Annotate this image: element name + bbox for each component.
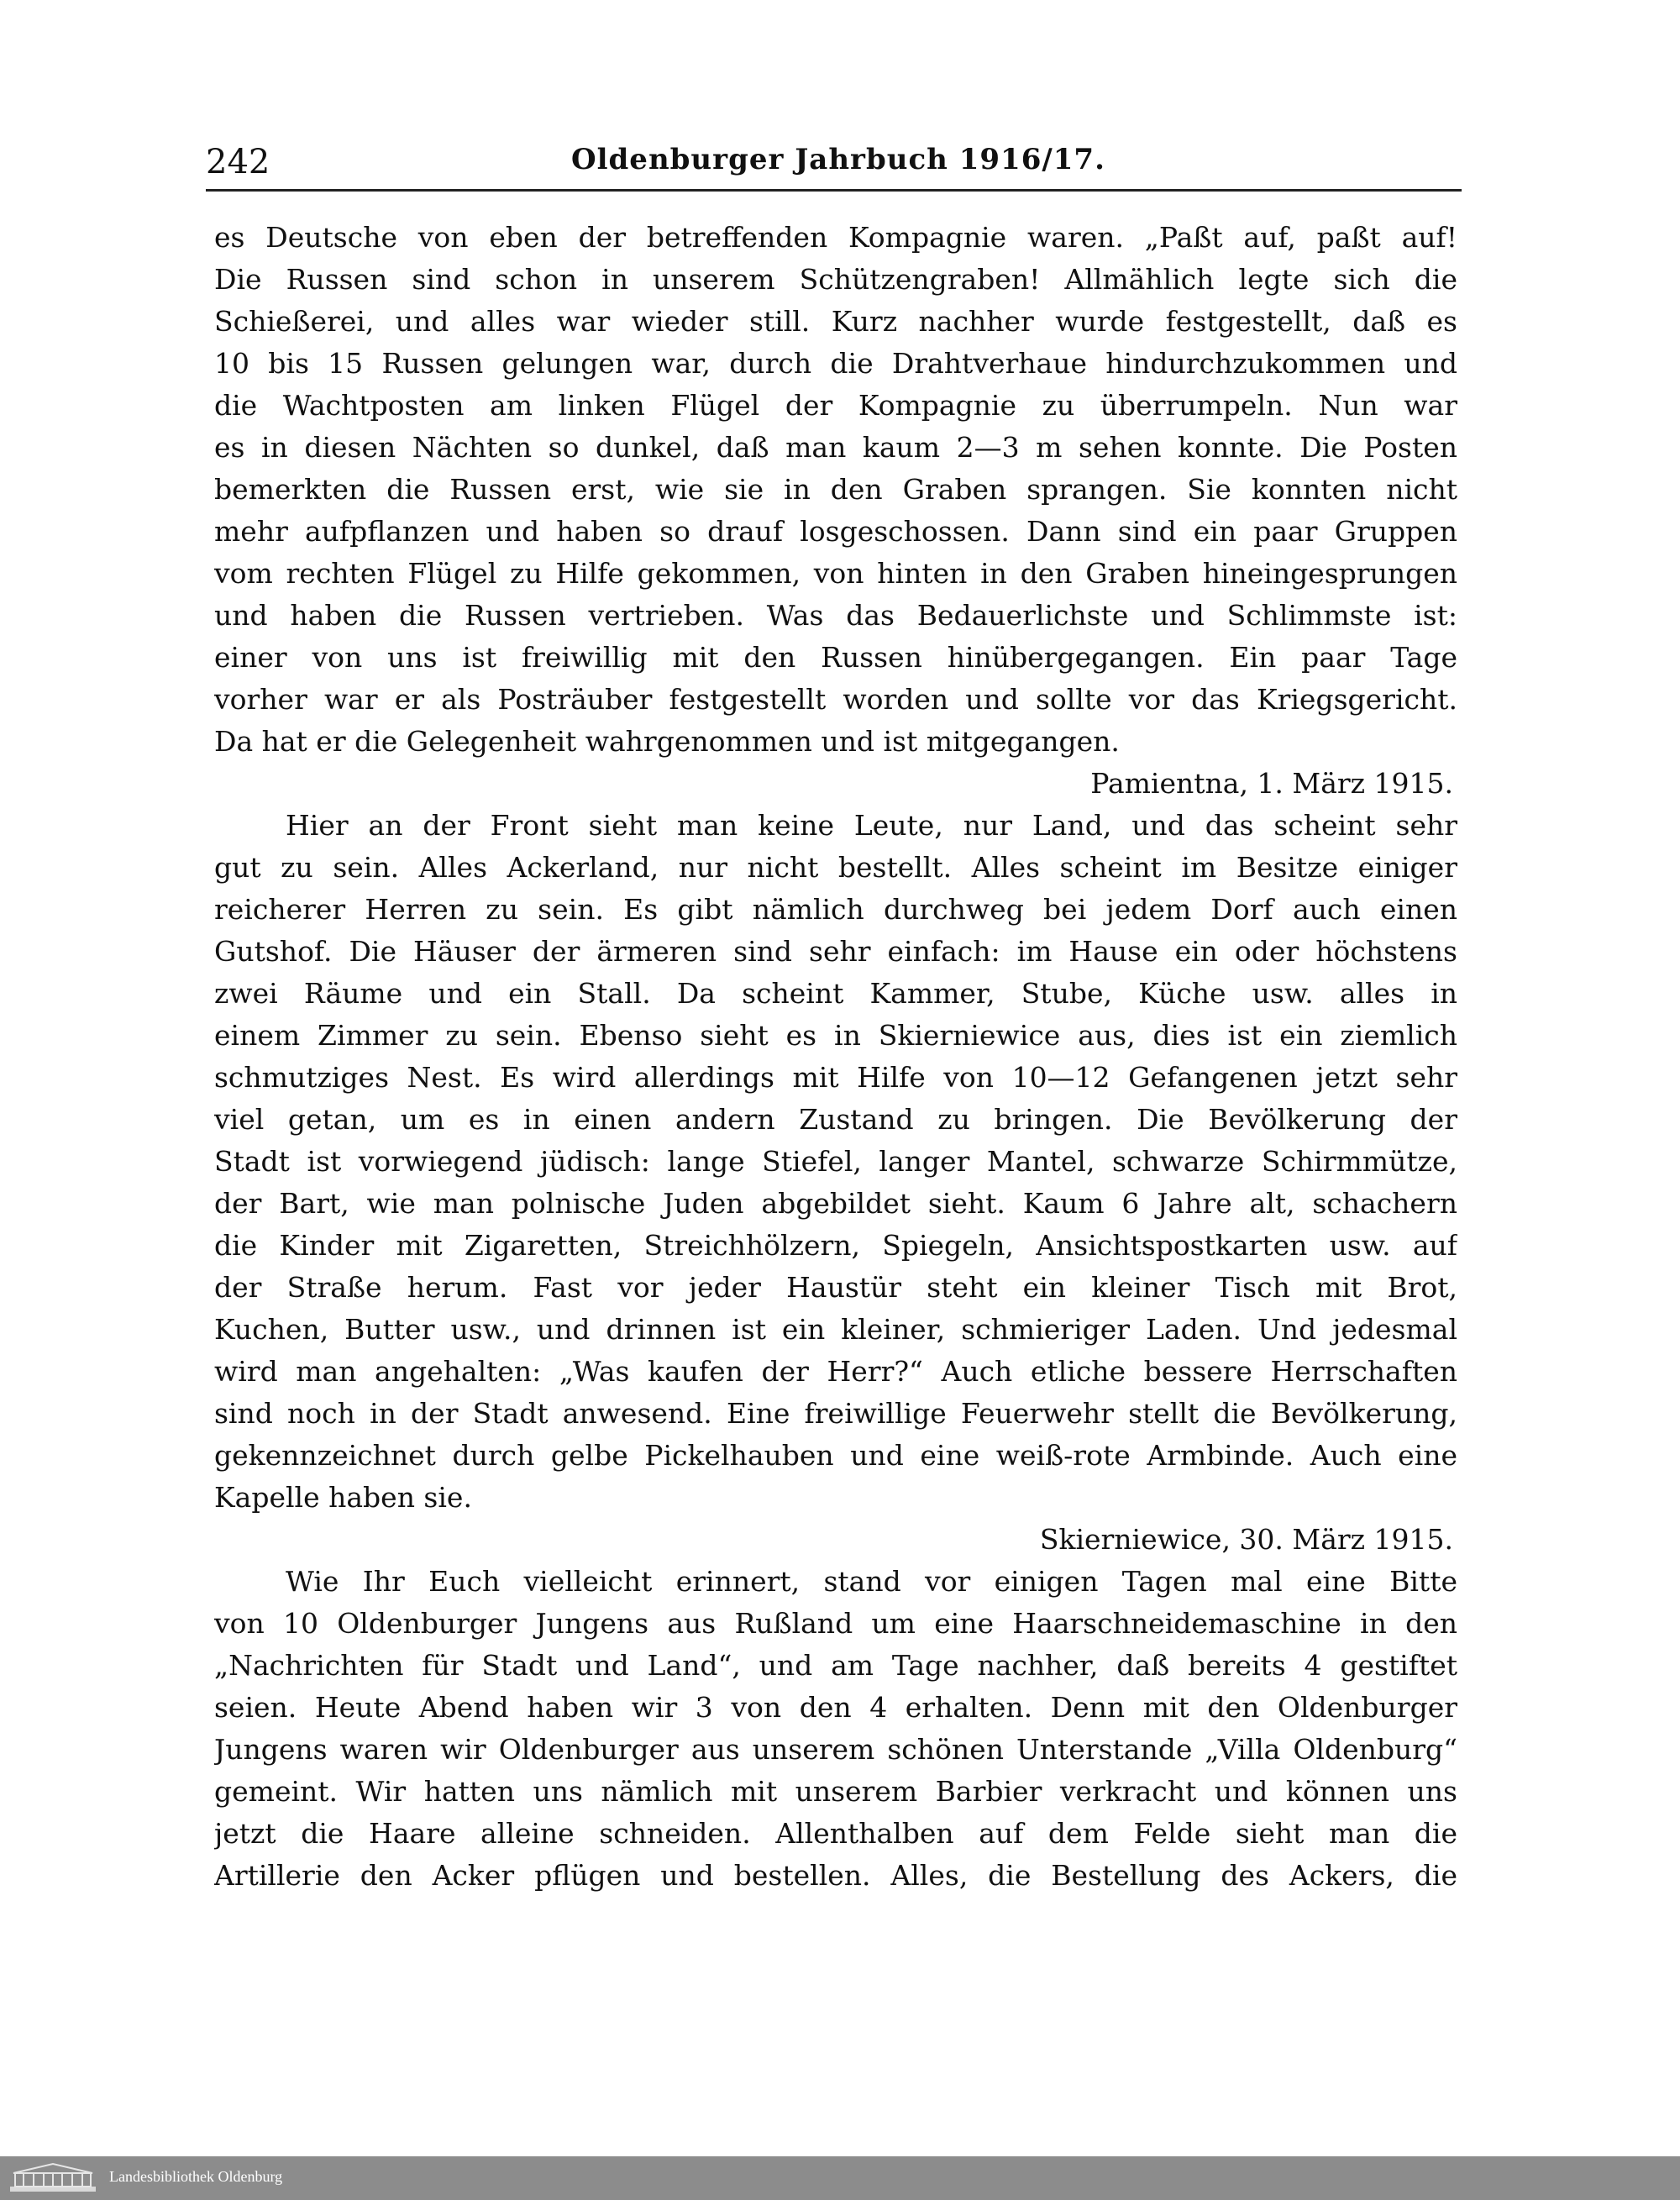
text-line: seien. Heute Abend haben wir 3 von den 4 erhalten. Denn mit den Oldenburger: [214, 1691, 1457, 1724]
text-line: Die Russen sind schon in unserem Schützengraben! Allmählich legte sich die: [214, 263, 1457, 296]
header-divider: [206, 189, 1462, 192]
library-building-icon: [7, 2161, 99, 2195]
text-line: jetzt die Haare alleine schneiden. Allenthalben auf dem Felde sieht man die: [214, 1817, 1457, 1850]
text-line: Schießerei, und alles war wieder still. Kurz nachher wurde festgestellt, daß es: [214, 305, 1457, 338]
text-line: es in diesen Nächten so dunkel, daß man kaum 2—3 m sehen konnte. Die Posten: [214, 431, 1457, 464]
page-number: 242: [206, 143, 270, 181]
text-line: die Wachtposten am linken Flügel der Kompagnie zu überrumpeln. Nun war: [214, 389, 1457, 422]
text-line: und haben die Russen vertrieben. Was das Bedauerlichste und Schlimmste ist:: [214, 599, 1457, 632]
text-line: bemerkten die Russen erst, wie sie in den Graben sprangen. Sie konnten nicht: [214, 473, 1457, 506]
text-line: Artillerie den Acker pflügen und bestellen. Alles, die Bestellung des Ackers, die: [214, 1859, 1457, 1892]
library-name: Landesbibliothek Oldenburg: [109, 2168, 283, 2185]
text-line: Hier an der Front sieht man keine Leute, nur Land, und das scheint sehr: [286, 809, 1457, 842]
text-line: vorher war er als Posträuber festgestellt worden und sollte vor das Kriegsgericht.: [214, 683, 1457, 716]
text-line: Da hat er die Gelegenheit wahrgenommen und ist mitgegangen.: [214, 725, 1120, 758]
text-line: einer von uns ist freiwillig mit den Russen hinübergegangen. Ein paar Tage: [214, 641, 1457, 674]
text-line: von 10 Oldenburger Jungens aus Rußland um eine Haarschneidemaschine in den: [214, 1607, 1457, 1640]
text-line: gemeint. Wir hatten uns nämlich mit unserem Barbier verkracht und können uns: [214, 1775, 1457, 1808]
text-line: reicherer Herren zu sein. Es gibt nämlich durchweg bei jedem Dorf auch einen: [214, 893, 1457, 926]
text-line: zwei Räume und ein Stall. Da scheint Kammer, Stube, Küche usw. alles in: [214, 977, 1457, 1010]
dateline: Pamientna, 1. März 1915.: [1090, 767, 1453, 800]
text-line: der Bart, wie man polnische Juden abgebildet sieht. Kaum 6 Jahre alt, schachern: [214, 1187, 1457, 1220]
footer-bar: [0, 2156, 1680, 2200]
text-line: vom rechten Flügel zu Hilfe gekommen, von hinten in den Graben hineingesprungen: [214, 557, 1457, 590]
text-line: Kuchen, Butter usw., und drinnen ist ein kleiner, schmieriger Laden. Und jedesmal: [214, 1313, 1457, 1346]
text-line: Gutshof. Die Häuser der ärmeren sind sehr einfach: im Hause ein oder höchstens: [214, 935, 1457, 968]
text-line: es Deutsche von eben der betreffenden Kompagnie waren. „Paßt auf, paßt auf!: [214, 221, 1457, 254]
text-line: Wie Ihr Euch vielleicht erinnert, stand vor einigen Tagen mal eine Bitte: [286, 1565, 1457, 1598]
text-line: Stadt ist vorwiegend jüdisch: lange Stiefel, langer Mantel, schwarze Schirmmütze,: [214, 1145, 1457, 1178]
text-line: Kapelle haben sie.: [214, 1481, 472, 1514]
text-line: mehr aufpflanzen und haben so drauf losgeschossen. Dann sind ein paar Gruppen: [214, 515, 1457, 548]
text-line: 10 bis 15 Russen gelungen war, durch die Drahtverhaue hindurchzukommen und: [214, 347, 1457, 380]
text-line: viel getan, um es in einen andern Zustand zu bringen. Die Bevölkerung der: [214, 1103, 1457, 1136]
dateline: Skierniewice, 30. März 1915.: [1039, 1523, 1453, 1556]
text-line: wird man angehalten: „Was kaufen der Herr?“ Auch etliche bessere Herrschaften: [214, 1355, 1457, 1388]
article-body: [214, 217, 1457, 1897]
text-line: der Straße herum. Fast vor jeder Haustür steht ein kleiner Tisch mit Brot,: [214, 1271, 1457, 1304]
text-line: sind noch in der Stadt anwesend. Eine freiwillige Feuerwehr stellt die Bevölkerung,: [214, 1397, 1457, 1430]
text-line: schmutziges Nest. Es wird allerdings mit Hilfe von 10—12 Gefangenen jetzt sehr: [214, 1061, 1457, 1094]
text-line: gut zu sein. Alles Ackerland, nur nicht bestellt. Alles scheint im Besitze einiger: [214, 851, 1457, 884]
text-line: die Kinder mit Zigaretten, Streichhölzern, Spiegeln, Ansichtspostkarten usw. auf: [214, 1229, 1457, 1262]
running-title: Oldenburger Jahrbuch 1916/17.: [571, 143, 1105, 176]
text-line: Jungens waren wir Oldenburger aus unserem schönen Unterstande „Villa Oldenburg“: [214, 1733, 1457, 1766]
text-line: gekennzeichnet durch gelbe Pickelhauben und eine weiß-rote Armbinde. Auch eine: [214, 1439, 1457, 1472]
text-line: „Nachrichten für Stadt und Land“, und am Tage nachher, daß bereits 4 gestiftet: [214, 1649, 1457, 1682]
text-line: einem Zimmer zu sein. Ebenso sieht es in Skierniewice aus, dies ist ein ziemlich: [214, 1019, 1457, 1052]
